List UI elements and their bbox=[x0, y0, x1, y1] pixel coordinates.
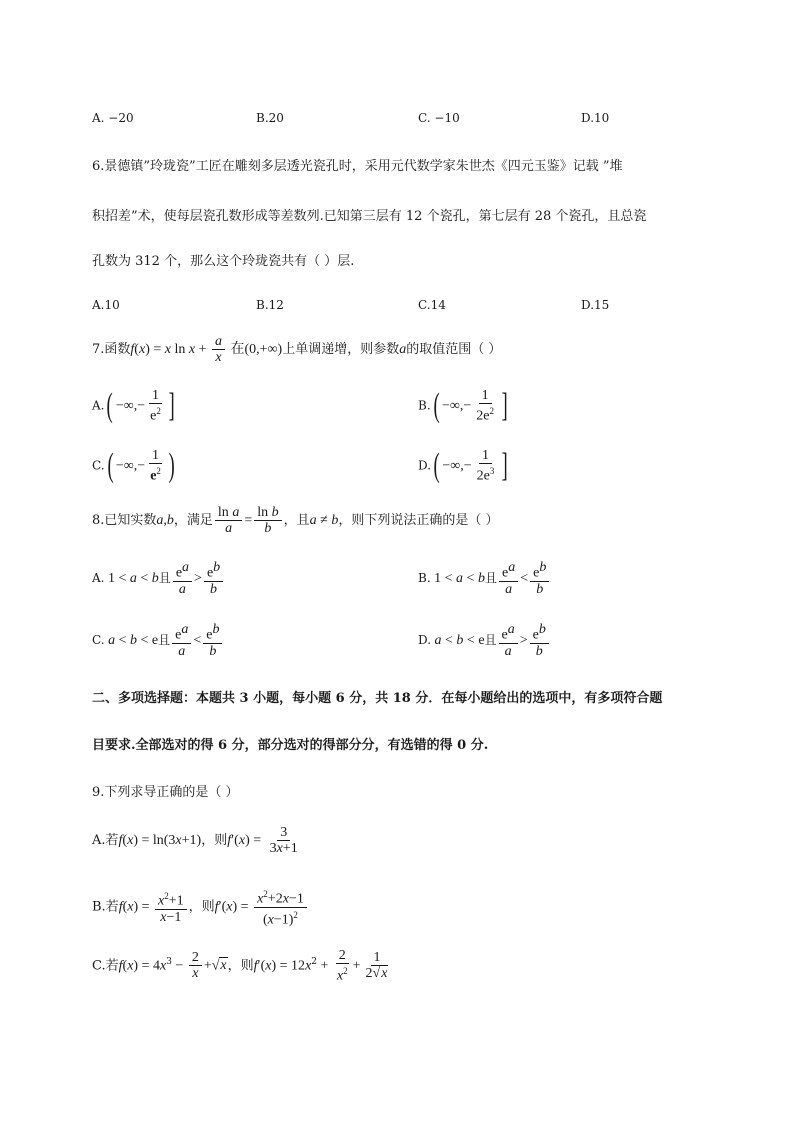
q8-stem: 8.已知实数a,b，满足 $\frac{\text{ln a}}{a}$ = $\frac{\text{ln b}}{b}$ ，且a ≠ b，则下列说法正确的是（ ） bbox=[92, 505, 499, 536]
q5-option-a: A. −20 bbox=[92, 111, 134, 125]
section2-heading-line1: 二、多项选择题：本题共 3 小题，每小题 6 分，共 18 分．在每小题给出的选项中，有多项符合题 bbox=[92, 691, 663, 706]
q9-option-a: A.若f(x) = ln(3x+1)，则f′(x) = $\frac{3}{3x+1}$ bbox=[92, 825, 298, 856]
q8-option-a: A. 1 < a < b且 $\frac{e^a}{a}$ > $\frac{e^b}{b}$ bbox=[92, 560, 225, 597]
q6-option-c: C.14 bbox=[418, 298, 446, 312]
q7-option-c: C.( −∞,− $\frac{1}{e^2}$ ) bbox=[92, 446, 175, 484]
q9-option-c: C.若$f(x) = 4x^3$ − $\frac{2}{x}$ +√x，则$f'(x) = 12x^2$ + $\frac{2}{x^2}$ + $\frac{1}{2√x}$ bbox=[92, 948, 388, 984]
q5-option-c: C. −10 bbox=[418, 111, 460, 125]
q6-option-d: D.15 bbox=[581, 298, 610, 312]
q6-stem-line2: 积招差”术，使每层瓷孔数形成等差数列.已知第三层有 12 个瓷孔，第七层有 28 个瓷孔，且总瓷 bbox=[92, 209, 647, 224]
q7-option-a: A.( −∞,− $\frac{1}{e^2}$ ] bbox=[92, 386, 175, 424]
q6-stem-line1: 6.景德镇”玲珑瓷”工匠在雕刻多层透光瓷孔时，采用元代数学家朱世杰《四元玉鉴》记载 ”堆 bbox=[92, 159, 623, 174]
q6-stem-line3: 孔数为 312 个，那么这个玲珑瓷共有（ ）层. bbox=[92, 254, 355, 269]
q5-option-d: D.10 bbox=[581, 111, 610, 125]
q6-option-b: B.12 bbox=[256, 298, 284, 312]
q5-option-b: B.20 bbox=[256, 111, 284, 125]
q7-option-d: D.( −∞,− $\frac{1}{2e^3}$ ] bbox=[418, 446, 509, 484]
q7-stem: 7.函数f(x) = x ln x + $\frac{a}{x}$ 在(0,+∞)上单调递增，则参数a的取值范围（ ） bbox=[92, 334, 502, 365]
q8-option-c: C. a < b < e且 $\frac{e^a}{a}$ < $\frac{e^b}{b}$ bbox=[92, 622, 224, 659]
q9-stem: 9.下列求导正确的是（ ） bbox=[92, 785, 239, 800]
q8-option-b: B. 1 < a < b且 $\frac{e^a}{a}$ < $\frac{e^b}{b}$ bbox=[418, 560, 551, 597]
q9-option-b: B.若f(x) = $\frac{x^2+1}{x-1}$ ，则f′(x) = $\frac{x^2+2x-1}{(x-1)^2}$ bbox=[92, 887, 309, 927]
q6-option-a: A.10 bbox=[92, 298, 120, 312]
q8-option-d: D. a < b < e且 $\frac{e^a}{a}$ > $\frac{e^b}{b}$ bbox=[418, 622, 551, 659]
q7-option-b: B.( −∞,− $\frac{1}{2e^2}$ ] bbox=[418, 386, 508, 424]
section2-heading-line2: 目要求.全部选对的得 6 分，部分选对的得部分分，有选错的得 0 分. bbox=[92, 738, 489, 753]
